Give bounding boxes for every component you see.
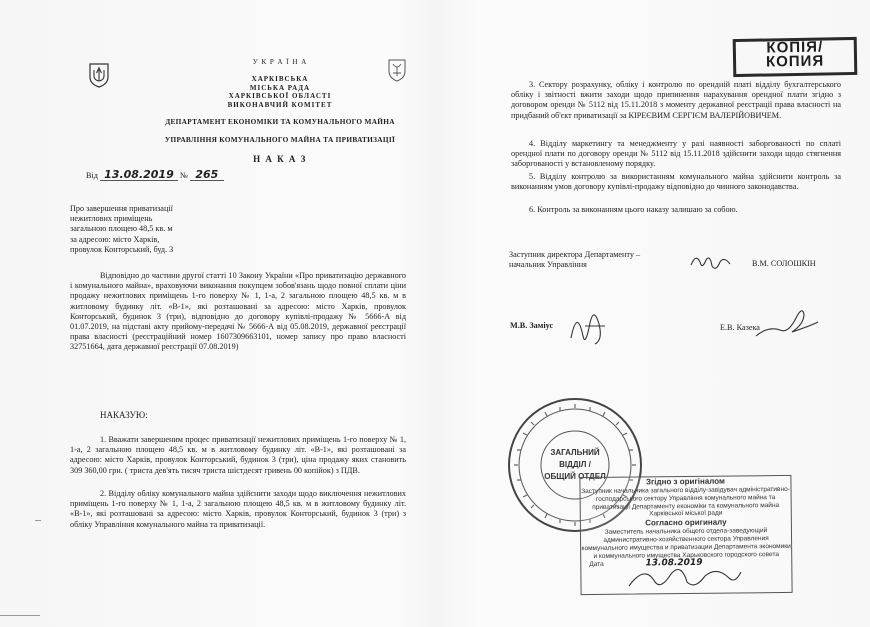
cert-date-label: Дата: [589, 561, 604, 569]
copy-stamp-line1: КОПІЯ/: [766, 38, 824, 57]
subject-line: нежитлових приміщень: [70, 214, 153, 224]
city-emblem-icon: [387, 58, 407, 82]
order-item: 2. Відділу обліку комунального майна здійснити заходи щодо виключення нежитлових приміщень 1-го поверху № 1, 1-а, 2 загальною площею 48,5 кв. м в житловому будинку літ. «В-1», які розташовані за адресою: місто Харків, провулок Конторський, будинок 3 (три) з обліку Управління комунального майна та приватизації.: [70, 489, 406, 529]
cert-text-ua: Заступник начальника загального відділу-завідувач адміністративно-господарського сектору Управління комунального майна та приватизації Департаменту економіки та комунального майна Харківської міської ради: [581, 485, 790, 518]
header-council-line2: МІСЬКА РАДА: [249, 83, 311, 92]
preamble-paragraph: Відповідно до частини другої статті 10 Закону України «Про приватизацію державного і комунального майна», враховуючи виконання покупцем зобов'язань щодо повної сплати ціни продажу нежитлових приміщень 1-го поверху № 1, 1-а, 2 загальною площею 48,5 кв. м в житловому будинку літ. «В-1», які розташовані за адресою: місто Харків, провулок Конторський, будинок 3 (три), відповідно до договору купівлі-продажу № 5666-А від 01.07.2019, на підставі акту прийому-передачі № 5666-А від 05.08.2019, державної реєстрації права власності (реєстраційний номер 1607309663101, номер запису про право власності 32751664, дата державної реєстрації 07.08.2019): [70, 271, 406, 352]
order-item: 4. Відділу маркетингу та менеджменту у разі наявності заборгованості по сплаті орендної плати по договору оренди № 5112 від 15.11.2018 здійснити заходи щодо стягнення заборгованості у встановленому порядку.: [511, 139, 841, 169]
header-council-line1: ХАРКІВСЬКА: [251, 75, 309, 83]
approver-signature: [565, 298, 611, 350]
cert-date-value: 13.08.2019: [645, 558, 703, 569]
number-prefix: №: [180, 171, 188, 180]
cert-title-ua: Згідно з оригіналом: [645, 476, 725, 487]
margin-mark: [35, 520, 41, 521]
cert-title-ru: Согласно оригиналу: [645, 517, 727, 528]
header-committee: ВИКОНАВЧИЙ КОМІТЕТ: [227, 100, 333, 109]
order-date-number: [86, 170, 286, 181]
header-country: У К Р А Ї Н А: [252, 58, 308, 66]
header-directorate: УПРАВЛІННЯ КОМУНАЛЬНОГО МАЙНА ТА ПРИВАТИЗАЦІЇ: [164, 135, 396, 144]
signatory-name: В.М. СОЛОШКІН: [752, 259, 816, 268]
approver-name: Е.В. Казека: [720, 323, 760, 332]
round-stamp-line1: ЗАГАЛЬНИЙ: [550, 448, 600, 457]
signatory-title-line2: начальник Управління: [509, 260, 587, 270]
order-item: 6. Контроль за виконанням цього наказу залишаю за собою.: [529, 205, 738, 214]
certifier-signature: [625, 560, 745, 594]
signatory-title: [509, 250, 699, 270]
subject-line: Про завершення приватизації: [70, 204, 173, 213]
header-council-block: [180, 75, 380, 109]
approver-signature: [752, 300, 822, 345]
date-prefix: Від: [86, 171, 98, 180]
order-item: 1. Вважати завершеним процес приватизації нежитлових приміщень 1-го поверху № 1, 1-а, 2 загальною площею 48,5 кв. м в житловому будинку літ. «В-1», які розташовані за адресою: місто Харків, провулок Конторський, будинок 3 (три), ціна продажу яких становить 309 360,00 грн. ( триста дев'ять тисяч триста шістдесят гривень 00 копійок) з ПДВ.: [70, 435, 406, 475]
order-number: 265: [190, 170, 224, 181]
order-date: 13.08.2019: [100, 170, 178, 181]
subject-line: за адресою: місто Харків,: [70, 234, 160, 244]
copy-stamp: [733, 37, 858, 77]
copy-stamp-line2: КОПИЯ: [765, 52, 825, 71]
approver-name: М.В. Заміус: [510, 321, 554, 330]
round-stamp-line2: ВІДДІЛ /: [559, 460, 591, 469]
subject-line: провулок Конторський, буд. 3: [70, 244, 174, 254]
coat-of-arms-icon: [88, 62, 110, 88]
subject-line: загальною площею 48,5 кв. м: [70, 224, 173, 234]
order-subject: [70, 204, 260, 255]
order-item: 5. Відділу контролю за використанням комунального майна здійснити контроль за виконанням умов договору купівлі-продажу відповідно до чинного законодавства.: [511, 172, 841, 192]
director-signature: [688, 250, 734, 276]
document-type-title: Н А К А З: [253, 154, 307, 164]
cert-text-ru: Заместитель начальника общего отдела-заведующий административно-хозяйственного сектора Управления коммунального имущества и приватизации Департамента экономики и коммунального имущества Харьковского городского совета: [581, 527, 791, 560]
round-stamp-line3: ОБЩИЙ ОТДЕЛ: [544, 472, 606, 481]
header-department: ДЕПАРТАМЕНТ ЕКОНОМІКИ ТА КОМУНАЛЬНОГО МАЙНА: [165, 117, 395, 126]
header-region: ХАРКІВСЬКОЇ ОБЛАСТІ: [228, 92, 332, 100]
orders-heading: НАКАЗУЮ:: [100, 410, 148, 420]
order-item: 3. Сектору розрахунку, обліку і контролю по орендній платі відділу бухгалтерського обліку і звітності вжити заходи щодо припинення нарахування орендної плати згідно з договором оренди № 5112 від 15.11.2018 з моменту державної реєстрації права власності на придбаний об'єкт приватизації за КІРЕЄВИМ СЕРГІЄМ ВАЛЕРІЙОВИЧЕМ.: [511, 80, 841, 120]
margin-mark: [0, 615, 40, 616]
signatory-title-line1: Заступник директора Департаменту –: [509, 250, 641, 259]
